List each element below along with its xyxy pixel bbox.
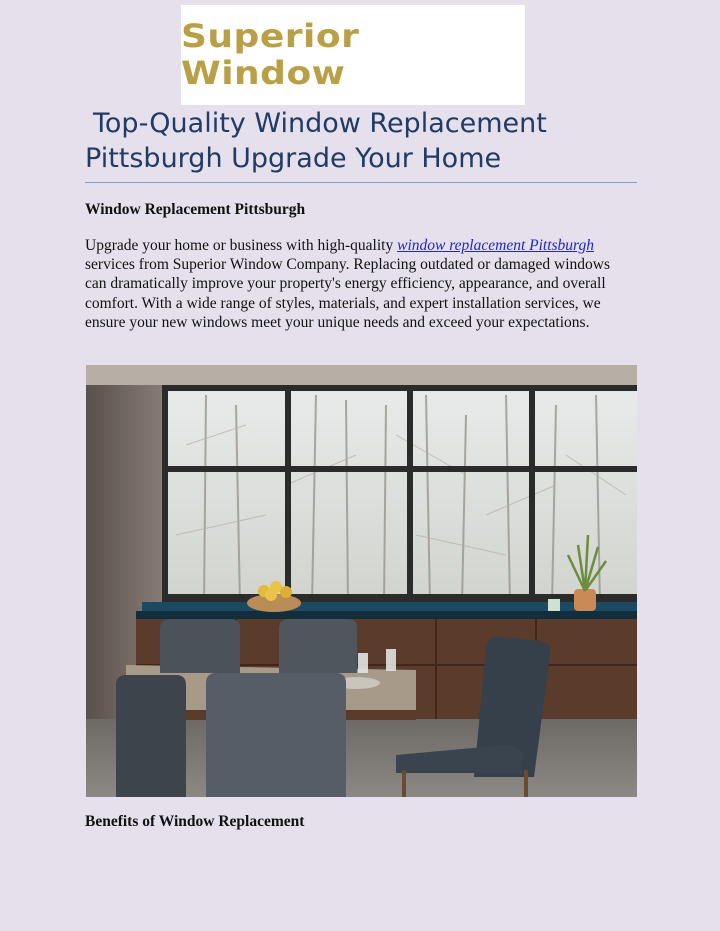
intro-paragraph [85, 236, 635, 332]
window-replacement-link[interactable]: window replacement Pittsburgh [397, 237, 595, 254]
title-divider [85, 182, 637, 183]
page-title-line2: Pittsburgh Upgrade Your Home [85, 143, 502, 174]
section-heading-window-replacement: Window Replacement Pittsburgh [85, 201, 306, 218]
page-title [85, 106, 645, 176]
dining-room-windows-photo [86, 365, 637, 797]
intro-text-after-link: services from Superior Window Company. Replacing outdated or damaged windows can dramatically improve your property's energy efficiency, appearance, and overall comfort. With a wide range of styles, materials, and expert installation services, we ensure your new windows meet your unique needs and exceed your expectations. [85, 256, 610, 331]
logo-box [181, 5, 525, 105]
section-heading-benefits: Benefits of Window Replacement [85, 813, 305, 830]
page-title-line1: Top-Quality Window Replacement [93, 108, 547, 139]
intro-text-before-link: Upgrade your home or business with high-quality [85, 237, 398, 254]
superior-window-logo: Superior Window [181, 18, 360, 92]
